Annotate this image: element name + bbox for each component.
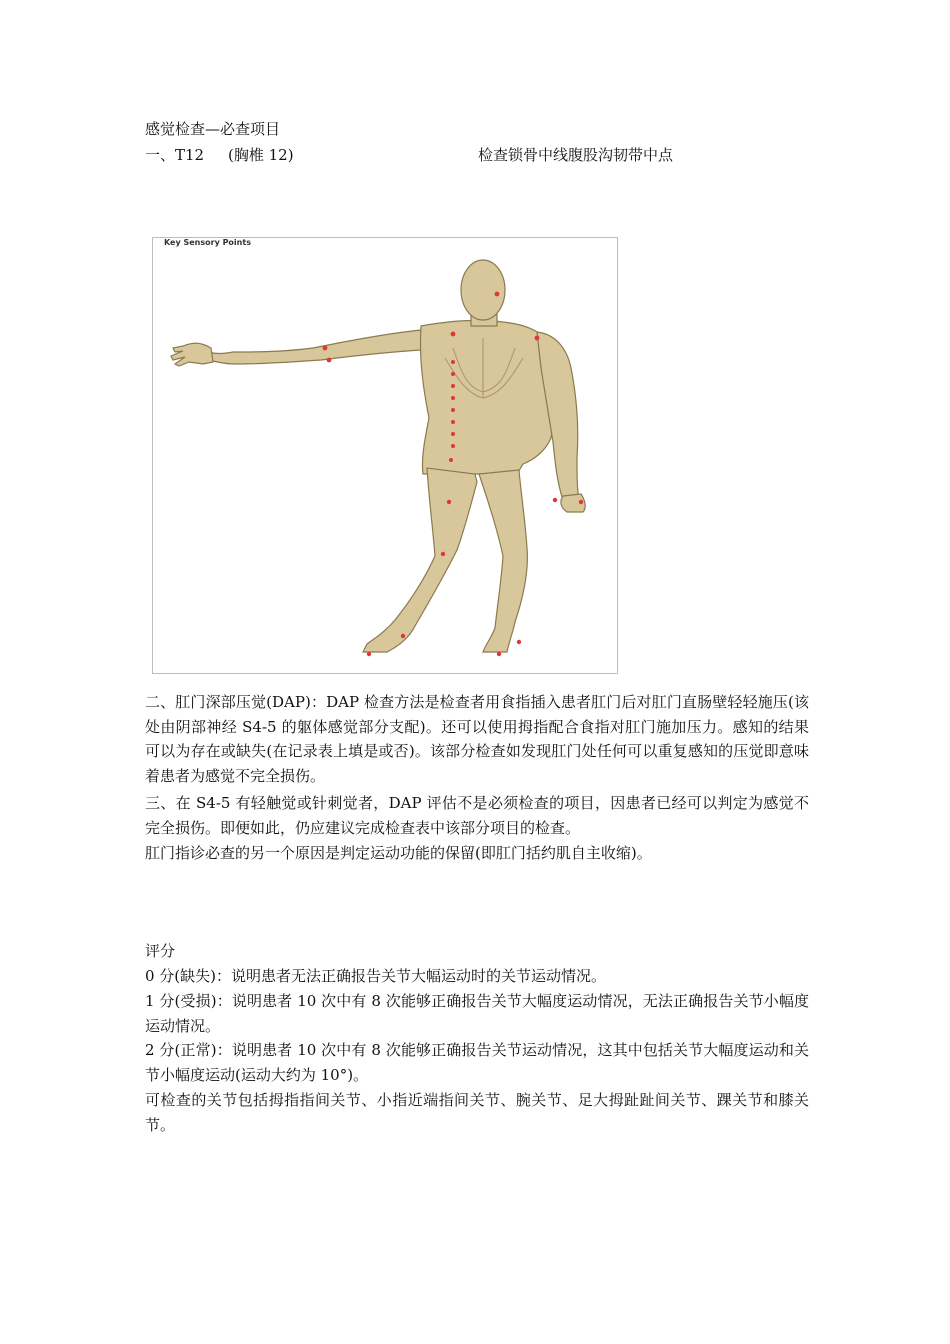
- right-hand: [171, 343, 213, 366]
- scoring-2: 2 分(正常)：说明患者 10 次中有 8 次能够正确报告关节运动情况，这其中包括关节大幅度运动和关节小幅度运动(运动大约为 10°)。: [145, 1041, 809, 1084]
- figure-title: Key Sensory Points: [164, 238, 251, 247]
- body-illustration: [153, 238, 617, 673]
- item1-label: 一、T12: [145, 146, 205, 164]
- paragraph-s45: 三、在 S4-5 有轻触觉或针刺觉者，DAP 评估不是必须检查的项目，因患者已经可以判定为感觉不完全损伤。即便如此，仍应建议完成检查表中该部分项目的检查。: [145, 794, 809, 837]
- paragraph-rectal-exam: 肛门指诊必查的另一个原因是判定运动功能的保留(即肛门括约肌自主收缩)。: [145, 844, 652, 862]
- item1-desc: 检查锁骨中线腹股沟韧带中点: [478, 146, 674, 164]
- scoring-0: 0 分(缺失)：说明患者无法正确报告关节大幅运动时的关节运动情况。: [145, 967, 607, 985]
- scoring-1: 1 分(受损)：说明患者 10 次中有 8 次能够正确报告关节大幅度运动情况，无法正确报告关节小幅度运动情况。: [145, 992, 809, 1035]
- key-sensory-points-figure: [152, 237, 618, 674]
- left-leg: [479, 470, 527, 652]
- page-heading: 感觉检查—必查项目: [145, 120, 281, 138]
- scoring-title: 评分: [145, 942, 176, 960]
- right-arm: [209, 330, 421, 364]
- item1-sub: (胸椎 12): [228, 146, 294, 164]
- paragraph-dap: 二、肛门深部压觉(DAP)：DAP 检查方法是检查者用食指插入患者肛门后对肛门直肠壁轻轻施压(该处由阴部神经 S4-5 的躯体感觉部分支配)。还可以使用拇指配合食指对肛门施加压力。感知的结果可以为存在或缺失(在记录表上填是或否)。该部分检查如发现肛门处任何可以重复感知的压觉即意味着患者为感觉不完全损伤。: [145, 693, 809, 785]
- scoring-joints: 可检查的关节包括拇指指间关节、小指近端指间关节、腕关节、足大拇趾趾间关节、踝关节和膝关节。: [145, 1091, 809, 1134]
- right-leg: [363, 468, 477, 652]
- head: [461, 260, 505, 320]
